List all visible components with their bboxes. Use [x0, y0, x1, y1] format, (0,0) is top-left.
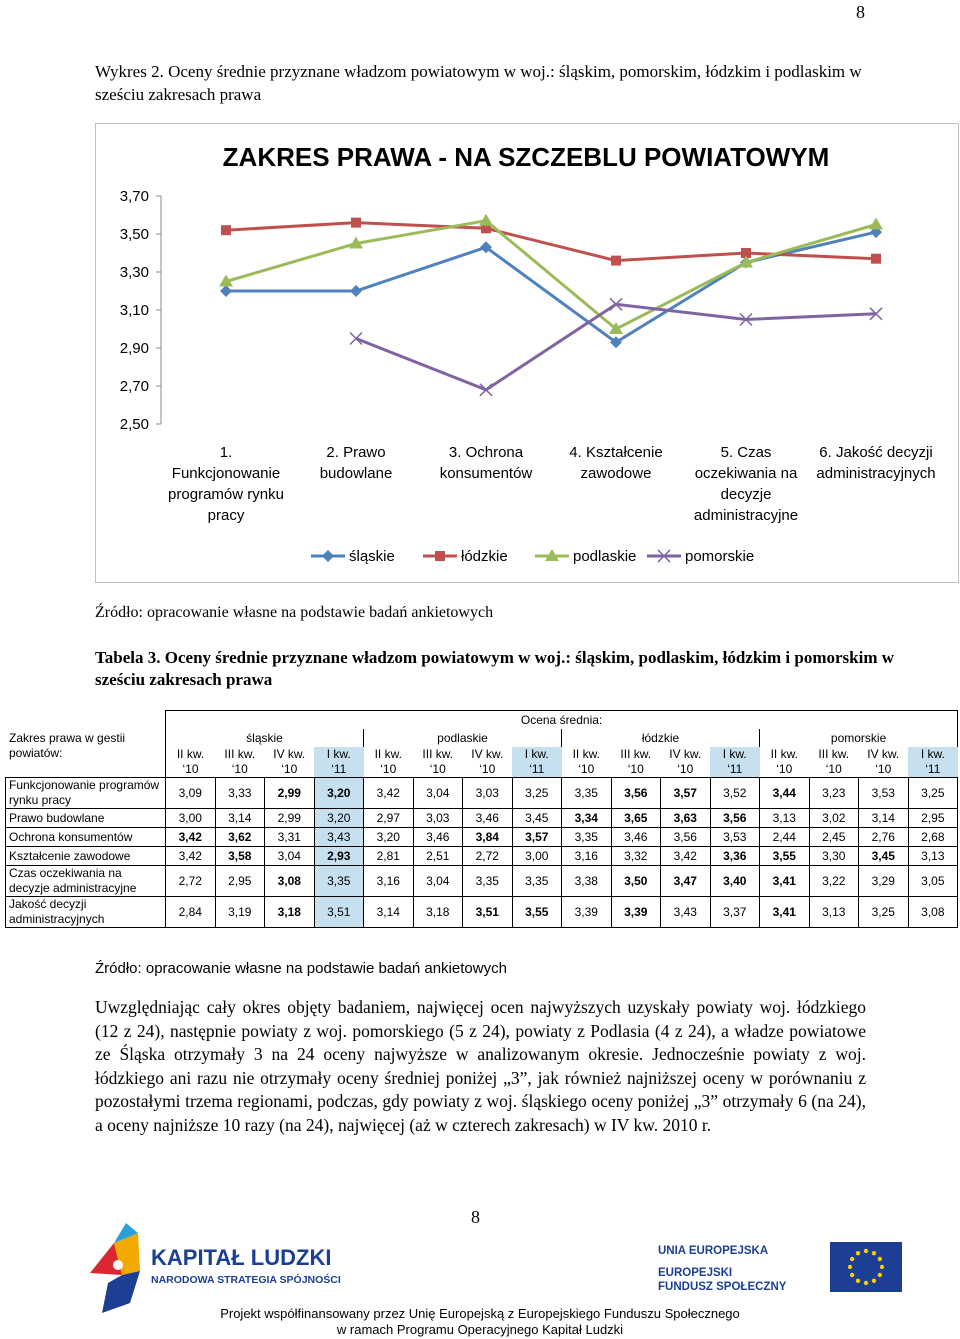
table-cell: 3,13 — [760, 809, 810, 828]
table-cell: 2,76 — [859, 828, 909, 847]
table-cell: 3,39 — [562, 897, 612, 928]
eu-social-fund-logo — [658, 1242, 903, 1312]
table-caption: Tabela 3. Oceny średnie przyznane władzom powiatowym w woj.: śląskim, podlaskim, łódzkim i pomorskim w sześciu zakresach prawa — [95, 648, 895, 689]
table-cell: 2,93 — [314, 847, 364, 866]
table-cell: 3,23 — [809, 778, 859, 809]
eu-subtitle-2: FUNDUSZ SPOŁECZNY — [658, 1281, 787, 1293]
chart-source-note: Źródło: opracowanie własne na podstawie badań ankietowych — [95, 604, 494, 621]
eu-star-icon — [878, 1273, 882, 1277]
table-row — [6, 778, 958, 809]
table-cell: 3,56 — [710, 809, 760, 828]
table-cell: 3,05 — [908, 866, 958, 897]
table-cell: 3,43 — [314, 828, 364, 847]
table-cell: 3,19 — [215, 897, 265, 928]
table-cell: 3,52 — [710, 778, 760, 809]
footer-line-1: Projekt współfinansowany przez Unię Europejską z Europejskiego Funduszu Społecznego — [220, 1306, 740, 1321]
quarter-header: II kw. ‘10 — [562, 747, 612, 778]
eu-star-icon — [872, 1279, 876, 1283]
x-tick-label: budowlane — [319, 465, 393, 482]
table-cell: 3,13 — [809, 897, 859, 928]
row-label: Czas oczekiwania na decyzje administracyjne — [6, 866, 166, 897]
table-cell: 3,56 — [661, 828, 711, 847]
table-cell: 2,81 — [364, 847, 414, 866]
region-header: śląskie — [166, 729, 364, 747]
chart-title: ZAKRES PRAWA - NA SZCZEBLU POWIATOWYM — [222, 142, 830, 172]
table-source-note: Źródło: opracowanie własne na podstawie badań ankietowych — [95, 960, 507, 977]
table-cell: 2,72 — [463, 847, 513, 866]
legend-label: podlaskie — [573, 548, 637, 565]
page-number-top: 8 — [856, 2, 865, 22]
table-cell: 3,20 — [314, 778, 364, 809]
eu-subtitle-1: EUROPEJSKI — [658, 1267, 733, 1279]
eu-star-icon — [878, 1257, 882, 1261]
table-cell: 3,08 — [265, 866, 315, 897]
quarter-header: III kw. ‘10 — [413, 747, 463, 778]
page-number-bottom: 8 — [471, 1207, 480, 1227]
data-point — [611, 256, 621, 266]
row-label: Funkcjonowanie programów rynku pracy — [6, 778, 166, 809]
table-cell: 2,45 — [809, 828, 859, 847]
data-point — [351, 218, 361, 228]
table-row — [6, 809, 958, 828]
x-tick-label: administracyjne — [693, 507, 799, 524]
kapital-ludzki-title: KAPITAŁ LUDZKI — [151, 1245, 332, 1270]
table-cell: 3,46 — [611, 828, 661, 847]
table-cell: 3,25 — [908, 778, 958, 809]
eu-star-icon — [856, 1279, 860, 1283]
table-cell: 3,33 — [215, 778, 265, 809]
table-cell: 3,57 — [512, 828, 562, 847]
x-tick-label: oczekiwania na — [694, 465, 798, 482]
row-label: Kształcenie zawodowe — [6, 847, 166, 866]
eu-star-icon — [872, 1251, 876, 1255]
table-cell: 2,72 — [166, 866, 216, 897]
x-tick-label: 5. Czas — [720, 444, 772, 461]
table-cell: 3,14 — [859, 809, 909, 828]
table-cell: 3,18 — [413, 897, 463, 928]
eu-star-icon — [850, 1273, 854, 1277]
table-cell: 3,08 — [908, 897, 958, 928]
table-cell: 3,43 — [661, 897, 711, 928]
table-cell: 3,42 — [364, 778, 414, 809]
table-cell: 2,95 — [908, 809, 958, 828]
footer — [0, 1306, 960, 1338]
table-row — [6, 847, 958, 866]
table-cell: 3,16 — [364, 866, 414, 897]
quarter-header: I kw. ‘11 — [512, 747, 562, 778]
region-header: łódzkie — [562, 729, 760, 747]
data-point — [350, 285, 362, 297]
kapital-ludzki-subtitle: NARODOWA STRATEGIA SPÓJNOŚCI — [151, 1274, 341, 1286]
table-cell: 3,31 — [265, 828, 315, 847]
table-cell: 3,58 — [215, 847, 265, 866]
table-cell: 2,51 — [413, 847, 463, 866]
table-cell: 3,45 — [859, 847, 909, 866]
table-cell: 3,53 — [859, 778, 909, 809]
table-cell: 3,65 — [611, 809, 661, 828]
table-row — [6, 866, 958, 897]
table-cell: 3,63 — [661, 809, 711, 828]
figure-caption: Wykres 2. Oceny średnie przyznane władzom powiatowym w woj.: śląskim, pomorskim, łódzkim i podlaskim w sześciu zakresach prawa — [95, 62, 862, 104]
quarter-header: I kw. ‘11 — [314, 747, 364, 778]
quarter-header: II kw. ‘10 — [760, 747, 810, 778]
table-cell: 3,50 — [611, 866, 661, 897]
table-cell: 3,34 — [562, 809, 612, 828]
table-cell: 3,09 — [166, 778, 216, 809]
footer-line-2: w ramach Programu Operacyjnego Kapitał Ludzki — [336, 1322, 624, 1337]
series-line-podlaskie — [226, 221, 876, 329]
table-cell: 2,84 — [166, 897, 216, 928]
x-tick-label: 2. Prawo — [326, 444, 386, 461]
table-cell: 3,00 — [166, 809, 216, 828]
table-cell: 3,25 — [512, 778, 562, 809]
table-cell: 3,03 — [463, 778, 513, 809]
table-cell: 3,62 — [215, 828, 265, 847]
table-cell: 3,45 — [512, 809, 562, 828]
table-cell: 2,99 — [265, 778, 315, 809]
x-tick-label: 3. Ochrona — [448, 444, 524, 461]
table-cell: 3,42 — [166, 828, 216, 847]
table-cell: 3,35 — [562, 828, 612, 847]
legend-marker — [322, 550, 334, 562]
table-cell: 3,37 — [710, 897, 760, 928]
ratings-table — [5, 710, 958, 928]
eu-star-icon — [848, 1265, 852, 1269]
table-cell: 3,55 — [512, 897, 562, 928]
table-cell: 2,68 — [908, 828, 958, 847]
table-cell: 3,20 — [314, 809, 364, 828]
table-cell: 3,13 — [908, 847, 958, 866]
table-row — [6, 897, 958, 928]
table-header-row — [6, 711, 958, 730]
table-cell: 3,46 — [463, 809, 513, 828]
table-cell: 3,30 — [809, 847, 859, 866]
eu-star-icon — [856, 1251, 860, 1255]
x-tick-label: 1. — [219, 444, 233, 461]
y-tick-label: 2,70 — [119, 378, 149, 395]
table-cell: 3,32 — [611, 847, 661, 866]
quarter-header: I kw. ‘11 — [908, 747, 958, 778]
table-cell: 3,51 — [314, 897, 364, 928]
table-cell: 2,44 — [760, 828, 810, 847]
table-cell: 3,46 — [413, 828, 463, 847]
quarter-header: I kw. ‘11 — [710, 747, 760, 778]
table-cell: 3,02 — [809, 809, 859, 828]
table-cell: 3,22 — [809, 866, 859, 897]
series-line-śląskie — [226, 232, 876, 342]
quarter-header: II kw. ‘10 — [364, 747, 414, 778]
quarter-header: IV kw. ‘10 — [463, 747, 513, 778]
table-cell: 3,04 — [413, 866, 463, 897]
table-cell: 3,35 — [463, 866, 513, 897]
eu-star-icon — [864, 1249, 868, 1253]
body-paragraph: Uwzględniając cały okres objęty badaniem, najwięcej ocen najwyższych uzyskały powiaty woj. łódzkiego (12 z 24), następnie powiaty z woj. pomorskiego (5 z 24), powiaty z Podlasia (4 z 24), a władze powiatowe ze Śląska otrzymały 3 na 24 oceny najwyższe w analizowanym okresie. Jednocześnie powiaty z woj. łódzkiego ani razu nie otrzymały oceny średniej poniżej „3”, jak również najniższej oceny w porównaniu z pozostałymi trzema regionami, podczas, gdy powiaty z woj. śląskiego oceny poniżej „3” otrzymały 6 (na 24), a oceny najniższe 10 razy (na 24), najwięcej (aż w czterech zakresach) w IV kw. 2010 r. — [95, 997, 866, 1135]
y-tick-label: 3,30 — [119, 264, 149, 281]
table-cell: 3,38 — [562, 866, 612, 897]
table-cell: 3,57 — [661, 778, 711, 809]
table-cell: 3,18 — [265, 897, 315, 928]
data-point — [220, 285, 232, 297]
table-cell: 2,99 — [265, 809, 315, 828]
table-cell: 3,25 — [859, 897, 909, 928]
table-cell: 3,44 — [760, 778, 810, 809]
line-chart — [95, 123, 959, 583]
x-tick-label: administracyjnych — [816, 465, 936, 482]
quarter-header: IV kw. ‘10 — [661, 747, 711, 778]
row-label: Jakość decyzji administracyjnych — [6, 897, 166, 928]
x-tick-label: 4. Kształcenie — [569, 444, 663, 461]
quarter-header: III kw. ‘10 — [611, 747, 661, 778]
data-point — [221, 225, 231, 235]
table-cell: 3,35 — [512, 866, 562, 897]
y-tick-label: 3,50 — [119, 226, 149, 243]
table-cell: 3,84 — [463, 828, 513, 847]
table-cell: 3,42 — [661, 847, 711, 866]
table-cell: 3,35 — [562, 778, 612, 809]
eu-title: UNIA EUROPEJSKA — [658, 1245, 769, 1257]
x-tick-label: decyzje — [720, 486, 772, 503]
table-cell: 3,04 — [265, 847, 315, 866]
table-cell: 3,14 — [364, 897, 414, 928]
quarter-header: III kw. ‘10 — [215, 747, 265, 778]
table-cell: 3,47 — [661, 866, 711, 897]
x-tick-label: 6. Jakość decyzji — [819, 444, 933, 461]
table-cell: 3,41 — [760, 897, 810, 928]
table-cell: 3,14 — [215, 809, 265, 828]
quarter-header: IV kw. ‘10 — [265, 747, 315, 778]
eu-star-icon — [850, 1257, 854, 1261]
table-cell: 3,41 — [760, 866, 810, 897]
row-label: Prawo budowlane — [6, 809, 166, 828]
table-cell: 2,95 — [215, 866, 265, 897]
table-cell: 3,39 — [611, 897, 661, 928]
table-cell: 3,16 — [562, 847, 612, 866]
table-cell: 3,36 — [710, 847, 760, 866]
quarter-header: II kw. ‘10 — [166, 747, 216, 778]
eu-star-icon — [880, 1265, 884, 1269]
data-point — [871, 254, 881, 264]
eu-star-icon — [864, 1281, 868, 1285]
y-tick-label: 2,90 — [119, 340, 149, 357]
chart-canvas — [96, 124, 958, 582]
row-label: Ochrona konsumentów — [6, 828, 166, 847]
table-cell: 3,42 — [166, 847, 216, 866]
table-cell: 3,40 — [710, 866, 760, 897]
x-tick-label: pracy — [207, 507, 245, 524]
data-point — [479, 214, 493, 226]
legend-marker — [435, 551, 445, 561]
table-cell: 3,20 — [364, 828, 414, 847]
legend-label: pomorskie — [685, 548, 755, 565]
region-header: podlaskie — [364, 729, 562, 747]
legend-label: łódzkie — [461, 548, 508, 565]
table-cell: 2,97 — [364, 809, 414, 828]
table-cell: 3,35 — [314, 866, 364, 897]
quarter-header: IV kw. ‘10 — [859, 747, 909, 778]
table-group-title: Ocena średnia: — [166, 711, 958, 730]
table-cell: 3,53 — [710, 828, 760, 847]
series-line-łódzkie — [226, 223, 876, 261]
legend-label: śląskie — [349, 548, 395, 565]
quarter-header: III kw. ‘10 — [809, 747, 859, 778]
table-cell: 3,00 — [512, 847, 562, 866]
y-tick-label: 3,10 — [119, 302, 149, 319]
table-cell: 3,04 — [413, 778, 463, 809]
table-row — [6, 828, 958, 847]
table-cell: 3,29 — [859, 866, 909, 897]
table-cell: 3,55 — [760, 847, 810, 866]
table-cell: 3,56 — [611, 778, 661, 809]
table-cell: 3,51 — [463, 897, 513, 928]
x-tick-label: programów rynku — [168, 486, 284, 503]
x-tick-label: zawodowe — [580, 465, 652, 482]
x-tick-label: konsumentów — [439, 465, 533, 482]
table-corner-label: Zakres prawa w gestii powiatów: — [6, 711, 166, 778]
data-point — [869, 218, 883, 230]
y-tick-label: 2,50 — [119, 416, 149, 433]
table-cell: 3,03 — [413, 809, 463, 828]
y-tick-label: 3,70 — [119, 188, 149, 205]
x-tick-label: Funkcjonowanie — [171, 465, 281, 482]
region-header: pomorskie — [760, 729, 958, 747]
